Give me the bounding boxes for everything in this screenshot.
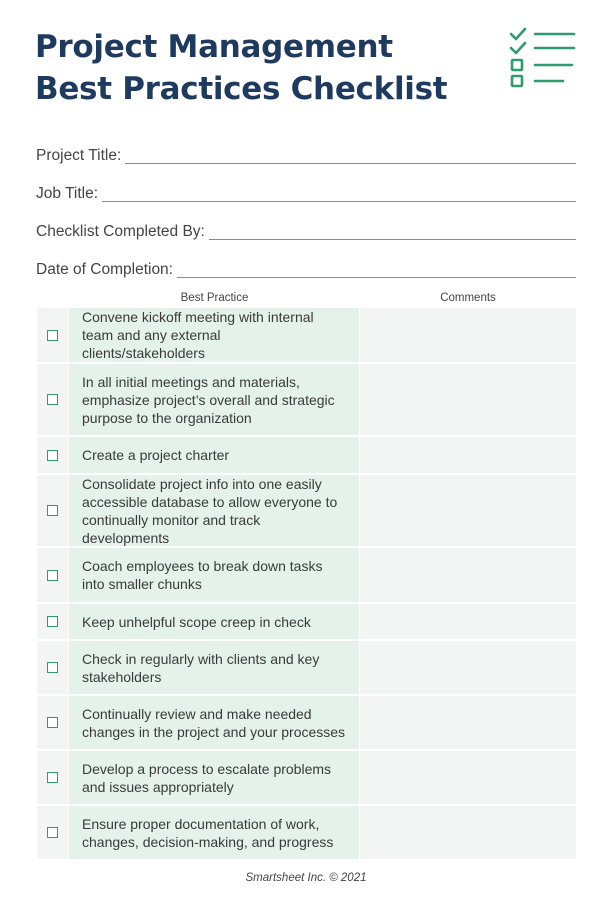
checkbox[interactable]: [47, 616, 58, 627]
practice-text: In all initial meetings and materials, emphasize project’s overall and strategic purpose to the organization: [69, 364, 360, 435]
comments-cell[interactable]: [360, 437, 576, 473]
job-title-field[interactable]: [36, 166, 576, 204]
table-row: [37, 364, 576, 437]
comments-cell[interactable]: [360, 751, 576, 804]
checkbox[interactable]: [47, 570, 58, 581]
header-fields: [36, 128, 576, 280]
table-header: [37, 288, 576, 308]
comments-cell[interactable]: [360, 364, 576, 435]
comments-cell[interactable]: [360, 806, 576, 859]
field-label: Job Title:: [36, 185, 99, 202]
comments-cell[interactable]: [360, 475, 576, 546]
field-input-line[interactable]: [177, 264, 576, 278]
table-row: [37, 696, 576, 751]
practice-text: Develop a process to escalate problems and issues appropriately: [69, 751, 360, 804]
page-title: [35, 26, 475, 110]
comments-cell[interactable]: [360, 696, 576, 749]
checkbox[interactable]: [47, 662, 58, 673]
checkbox[interactable]: [47, 394, 58, 405]
completed-by-field[interactable]: [36, 204, 576, 242]
practice-text: Continually review and make needed changes in the project and your processes: [69, 696, 360, 749]
field-input-line[interactable]: [102, 188, 576, 202]
field-label: Project Title:: [36, 147, 122, 164]
comments-cell[interactable]: [360, 308, 576, 362]
table-row: [37, 641, 576, 696]
field-label: Date of Completion:: [36, 261, 173, 278]
table-row: [37, 548, 576, 604]
checkbox[interactable]: [47, 717, 58, 728]
checkbox[interactable]: [47, 505, 58, 516]
table-row: [37, 475, 576, 548]
comments-cell[interactable]: [360, 641, 576, 694]
practice-text: Ensure proper documentation of work, changes, decision-making, and progress: [69, 806, 360, 859]
title-line-1: Project Management: [35, 29, 393, 65]
table-row: [37, 604, 576, 641]
header-best-practice: Best Practice: [180, 292, 249, 304]
comments-cell[interactable]: [360, 604, 576, 639]
checklist-icon: [508, 26, 578, 90]
table-row: [37, 308, 576, 364]
header-comments: Comments: [440, 292, 496, 304]
table-row: [37, 751, 576, 806]
practice-text: Convene kickoff meeting with internal team and any external clients/stakeholders: [69, 308, 360, 362]
checklist-table: [37, 288, 576, 861]
comments-cell[interactable]: [360, 548, 576, 602]
title-line-2: Best Practices Checklist: [35, 71, 448, 107]
table-row: [37, 437, 576, 475]
practice-text: Coach employees to break down tasks into smaller chunks: [69, 548, 360, 602]
practice-text: Create a project charter: [69, 437, 360, 473]
checkbox[interactable]: [47, 450, 58, 461]
footer-copyright: Smartsheet Inc. © 2021: [245, 872, 367, 884]
practice-text: Check in regularly with clients and key stakeholders: [69, 641, 360, 694]
field-label: Checklist Completed By:: [36, 223, 205, 240]
field-input-line[interactable]: [209, 226, 576, 240]
table-row: [37, 806, 576, 861]
practice-text: Keep unhelpful scope creep in check: [69, 604, 360, 639]
project-title-field[interactable]: [36, 128, 576, 166]
checkbox[interactable]: [47, 330, 58, 341]
checkbox[interactable]: [47, 772, 58, 783]
date-of-completion-field[interactable]: [36, 242, 576, 280]
checkbox[interactable]: [47, 827, 58, 838]
practice-text: Consolidate project info into one easily accessible database to allow everyone to continually monitor and track developments: [69, 475, 360, 546]
field-input-line[interactable]: [125, 150, 576, 164]
